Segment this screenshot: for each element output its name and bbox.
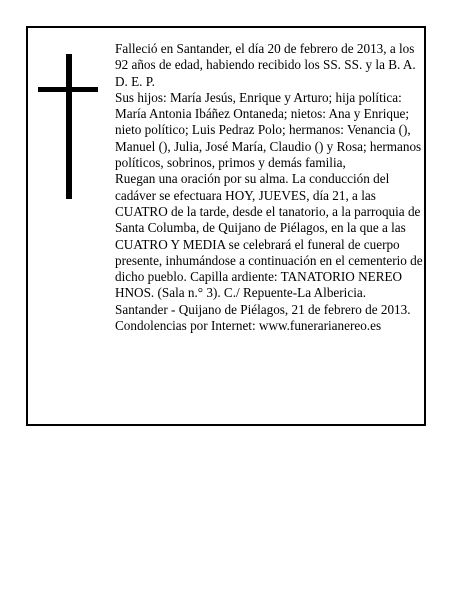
cross-icon [38, 54, 98, 199]
cross-horizontal-bar [38, 87, 98, 92]
cross-vertical-bar [66, 54, 72, 199]
condolences-line: Condolencias por Internet: www.funerarianereo.es [115, 318, 382, 334]
place-date-line: Santander - Quijano de Piélagos, 21 de febrero de 2013. [115, 301, 411, 317]
obituary-notice [26, 26, 426, 426]
rip-line: D. E. P. [115, 73, 155, 89]
death-announcement: Falleció en Santander, el día 20 de febrero de 2013, a los 92 años de edad, habiendo recibido los SS. SS. y la B. A. [115, 41, 416, 73]
family-list: Sus hijos: María Jesús, Enrique y Arturo; hija política: María Antonia Ibáñez Ontaneda; nietos: Ana y Enrique; nieto político; Luis Pedraz Polo; hermanos: Venancia (), Manuel (), Julia, José María, Claudio () y Rosa; hermanos políticos, sobrinos, primos y demás familia, [115, 89, 422, 171]
funeral-details: Ruegan una oración por su alma. La conducción del cadáver se efectuara HOY, JUEVES, día 21, a las CUATRO de la tarde, desde el tanatorio, a la parroquia de Santa Columba, de Quijano de Piélagos, en la que a las CUATRO Y MEDIA se celebrará el funeral de cuerpo presente, inhumándose a continuación en el cementerio de dicho pueblo. Capilla ardiente: TANATORIO NEREO HNOS. (Sala n.° 3). C./ Repuente-La Albericia. [115, 171, 423, 301]
notice-text [115, 41, 425, 334]
